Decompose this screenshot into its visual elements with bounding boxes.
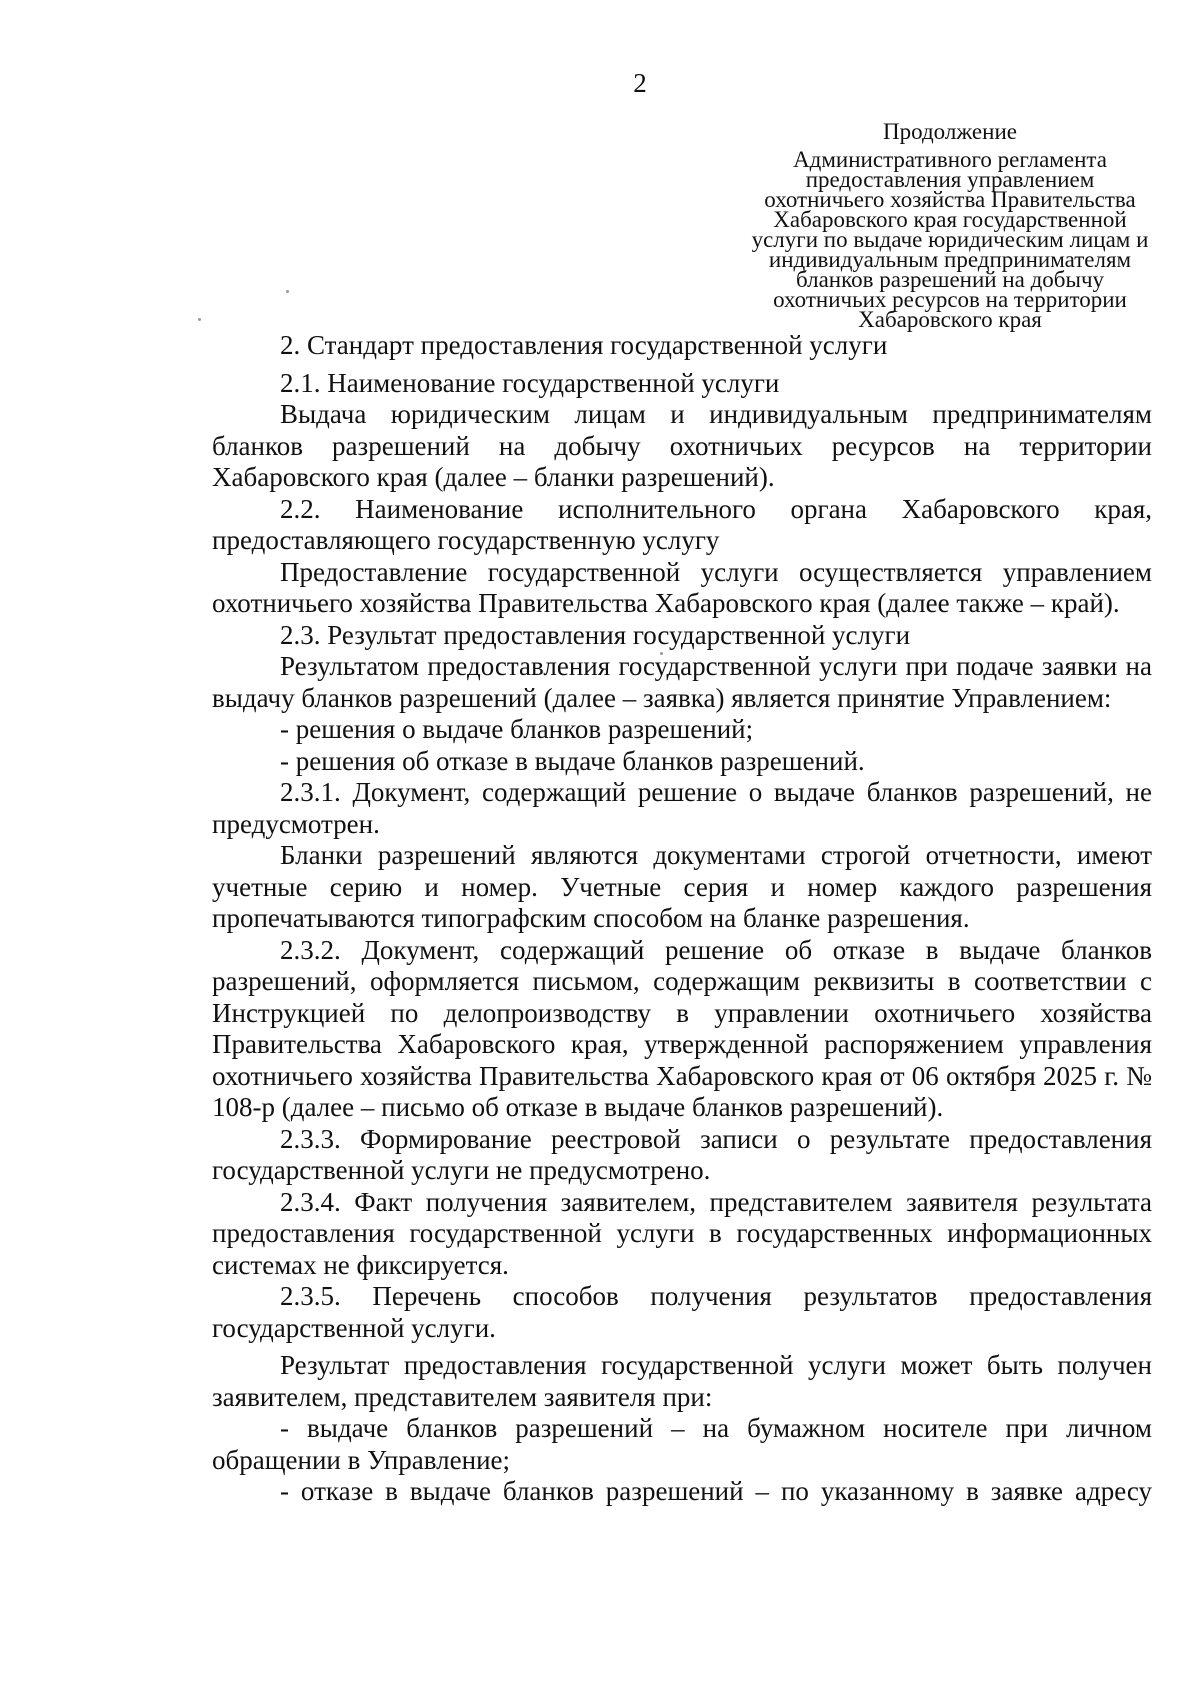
- body-paragraph: 2.3.1. Документ, содержащий решение о выдаче бланков разрешений, не предусмотрен.: [212, 777, 1152, 839]
- list-item: - решения об отказе в выдаче бланков разрешений.: [280, 745, 865, 776]
- body-paragraph: Бланки разрешений являются документами строгой отчетности, имеют учетные серию и номер. Учетные серия и номер каждого разрешения пропечатываются типографским способом на бланке разрешения.: [212, 840, 1152, 933]
- body-paragraph: Предоставление государственной услуги осуществляется управлением охотничьего хозяйства Правительства Хабаровского края (далее также – край).: [212, 556, 1152, 618]
- section-heading: 2. Стандарт предоставления государственной услуги: [280, 330, 888, 360]
- body-paragraph: Результатом предоставления государственной услуги при подаче заявки на выдачу бланков разрешений (далее – заявка) является принятие Управлением:: [212, 651, 1152, 713]
- list-item: - отказе в выдаче бланков разрешений – по указанному в заявке адресу: [280, 1476, 1152, 1506]
- subsection-heading: 2.1. Наименование государственной услуги: [280, 367, 780, 398]
- continuation-line: услуги по выдаче юридическим лицам и: [751, 227, 1149, 252]
- body-paragraph: 2.3.2. Документ, содержащий решение об отказе в выдаче бланков разрешений, оформляется письмом, содержащим реквизиты в соответствии с Инструкцией по делопроизводству в управлении охотничьего хозяйства Правительства Хабаровского края, утвержденной распоряжением управления охотничьего хозяйства Правительства Хабаровского края от 06 октября 2025 г. № 108-р (далее – письмо об отказе в выдаче бланков разрешений).: [212, 934, 1152, 1122]
- continuation-line: охотничьего хозяйства Правительства: [764, 187, 1136, 212]
- body-paragraph: 2.3.5. Перечень способов получения результатов предоставления государственной услуги.: [212, 1281, 1152, 1343]
- body-paragraph: 2.3.3. Формирование реестровой записи о результате предоставления государственной услуги не предусмотрено.: [212, 1123, 1152, 1185]
- continuation-block: [715, 118, 1185, 330]
- continuation-line: предоставления управлением: [805, 167, 1095, 192]
- list-item: - выдаче бланков разрешений – на бумажном носителе при личном обращении в Управление;: [212, 1413, 1152, 1475]
- body-paragraph: Результат предоставления государственной услуги может быть получен заявителем, представителем заявителя при:: [212, 1350, 1152, 1412]
- continuation-line: Хабаровского края государственной: [773, 207, 1127, 232]
- continuation-line: Административного регламента: [793, 147, 1107, 172]
- page-number: 2: [633, 68, 647, 98]
- continuation-title: Продолжение: [883, 119, 1017, 144]
- subsection-heading: 2.3. Результат предоставления государственной услуги: [280, 619, 911, 650]
- scan-speck: [198, 318, 201, 321]
- body-paragraph: Выдача юридическим лицам и индивидуальным предпринимателям бланков разрешений на добычу охотничьих ресурсов на территории Хабаровского края (далее – бланки разрешений).: [212, 399, 1152, 492]
- continuation-line: индивидуальным предпринимателям: [768, 247, 1132, 272]
- document-body: [212, 330, 1152, 1508]
- subsection-heading: 2.2. Наименование исполнительного органа Хабаровского края, предоставляющего государственную услугу: [212, 493, 1152, 555]
- list-item: - решения о выдаче бланков разрешений;: [280, 714, 754, 744]
- continuation-line: Хабаровского края: [858, 307, 1042, 332]
- body-paragraph: 2.3.4. Факт получения заявителем, представителем заявителя результата предоставления государственной услуги в государственных информационных системах не фиксируется.: [212, 1186, 1152, 1280]
- continuation-line: бланков разрешений на добычу: [795, 267, 1105, 292]
- scan-speck: [286, 290, 289, 293]
- continuation-line: охотничьих ресурсов на территории: [773, 287, 1127, 312]
